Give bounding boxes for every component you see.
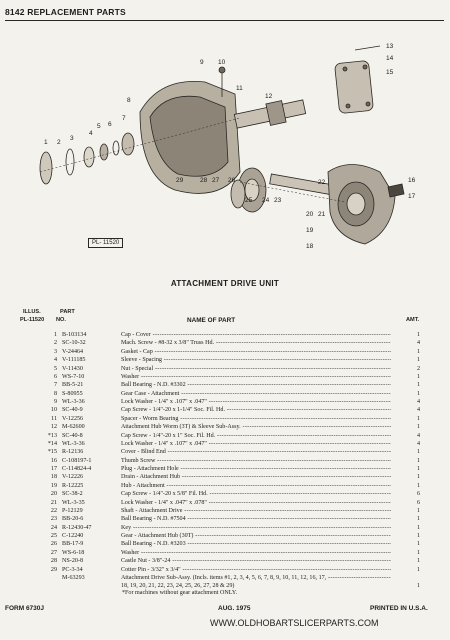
callout-19: 19 xyxy=(306,227,314,234)
part-name: Gear - Attachment Hub (30T) ----- xyxy=(121,532,391,540)
part-bearing xyxy=(122,133,134,155)
printed-in: PRINTED IN U.S.A. xyxy=(370,605,428,612)
table-row xyxy=(0,465,450,473)
part-number: WL-3-36 xyxy=(62,399,85,405)
illus-number: *14 xyxy=(47,440,57,447)
part-number: B-103134 xyxy=(62,332,87,338)
illus-number: 6 xyxy=(53,373,57,380)
table-row xyxy=(0,423,450,431)
table-row xyxy=(0,515,450,523)
part-amount: 1 xyxy=(416,382,420,389)
col-part-line1: PART xyxy=(60,309,75,315)
callout-13: 13 xyxy=(386,43,394,50)
illus-number: *13 xyxy=(47,432,57,439)
parts-table xyxy=(0,331,450,591)
part-amount: 6 xyxy=(416,499,420,506)
part-washer xyxy=(113,141,119,155)
illus-number: 22 xyxy=(50,507,57,514)
callout-24: 24 xyxy=(262,197,270,204)
part-name: Ball Bearing - N.D. #3203 ----- xyxy=(121,540,391,548)
part-amount: 1 xyxy=(416,373,420,380)
part-amount: 4 xyxy=(416,407,420,414)
part-number: R-12430-47 xyxy=(62,524,92,531)
table-row xyxy=(0,331,450,339)
illus-number: 25 xyxy=(50,533,57,539)
callout-9: 9 xyxy=(200,59,204,66)
part-number: V-111185 xyxy=(62,357,86,364)
callout-21: 21 xyxy=(318,211,326,218)
illus-number: 9 xyxy=(53,399,57,405)
illus-number: 17 xyxy=(50,466,57,472)
table-row xyxy=(0,574,450,582)
part-number: S-80955 xyxy=(62,390,83,397)
part-amount: 1 xyxy=(416,549,420,556)
part-number: V-11430 xyxy=(62,365,83,372)
part-number: BB-5-21 xyxy=(62,382,84,389)
callout-27: 27 xyxy=(212,177,220,184)
part-name: Thumb Screw ----- xyxy=(121,457,391,465)
table-row xyxy=(0,448,450,456)
callout-28: 28 xyxy=(200,177,208,184)
part-name: Mach. Screw - #8-32 x 3/8" Truss Hd. ----- xyxy=(121,339,391,347)
part-number: WS-7-10 xyxy=(62,373,85,380)
callout-16: 16 xyxy=(408,177,416,184)
footnote: *For machines without gear attachment ONLY. xyxy=(122,590,238,596)
part-name: Cotter Pin - 3/32" x 3/4" ----- xyxy=(121,566,391,574)
part-number: V-12226 xyxy=(62,474,84,481)
part-name: Sleeve - Spacing ----- xyxy=(121,356,391,364)
part-name: Drain - Attachment Hub ----- xyxy=(121,473,391,481)
col-illus-line2: PL-11520 xyxy=(20,317,45,323)
header-rule xyxy=(5,20,444,21)
part-amount: 1 xyxy=(416,348,420,355)
table-row xyxy=(0,490,450,498)
part-name: Washer ----- xyxy=(121,549,391,557)
part-amount: 1 xyxy=(416,390,420,397)
part-amount: 1 xyxy=(416,424,420,431)
form-number: FORM 6730J xyxy=(5,605,45,612)
part-number: SC-38-2 xyxy=(62,491,83,498)
callout-25: 25 xyxy=(245,197,253,204)
part-amount: 1 xyxy=(416,474,420,481)
table-row xyxy=(0,381,450,389)
callout-15: 15 xyxy=(386,69,394,76)
callout-11: 11 xyxy=(236,85,243,92)
illus-number: 7 xyxy=(53,382,57,389)
table-row xyxy=(0,432,450,440)
col-name: NAME OF PART xyxy=(187,317,236,324)
illus-number: 10 xyxy=(50,407,57,414)
callout-29: 29 xyxy=(176,177,184,184)
callout-22: 22 xyxy=(318,179,326,186)
callout-18: 18 xyxy=(306,243,314,250)
table-row xyxy=(0,390,450,398)
part-name: Gasket - Cap ----- xyxy=(121,348,391,356)
part-nut xyxy=(100,144,108,160)
part-number: V-24464 xyxy=(62,348,84,355)
illus-number: 18 xyxy=(50,474,57,481)
part-amount: 4 xyxy=(416,399,420,405)
table-row xyxy=(0,524,450,532)
table-row xyxy=(0,499,450,507)
diagram-reference-number: PL- 11520 xyxy=(88,238,123,248)
part-number: WL-3-35 xyxy=(62,499,85,506)
illus-number: 2 xyxy=(53,340,57,347)
watermark-url: WWW.OLDHOBARTSLICERPARTS.COM xyxy=(210,618,379,628)
part-amount: 1 xyxy=(416,357,420,364)
part-number: BB-17-9 xyxy=(62,541,84,548)
part-amount: 1 xyxy=(416,583,420,590)
table-row xyxy=(0,457,450,465)
illus-number: 23 xyxy=(50,516,57,523)
part-amount: 1 xyxy=(416,533,420,539)
table-row xyxy=(0,557,450,565)
part-name: Lock Washer - 1/4" x .107" x .047" ----- xyxy=(121,398,391,406)
part-number: M-63293 xyxy=(62,574,85,581)
part-number: P-12129 xyxy=(62,507,83,514)
part-name: Castle Nut - 3/8"-24 ----- xyxy=(121,557,391,565)
part-amount: 1 xyxy=(416,415,420,422)
part-number: PC-3-34 xyxy=(62,566,83,573)
part-amount: 4 xyxy=(416,340,420,347)
page-header-title: 8142 REPLACEMENT PARTS xyxy=(5,7,126,17)
callout-12: 12 xyxy=(265,93,273,100)
table-row xyxy=(0,415,450,423)
callout-20: 20 xyxy=(306,211,314,218)
callout-10: 10 xyxy=(218,59,226,66)
illus-number: 28 xyxy=(50,558,57,565)
part-name: Cover - Blind End ----- xyxy=(121,448,391,456)
callout-4: 4 xyxy=(89,130,93,137)
table-row xyxy=(0,473,450,481)
table-row xyxy=(0,356,450,364)
part-number: WL-3-36 xyxy=(62,440,85,447)
illus-number: 21 xyxy=(50,499,57,506)
col-amt: AMT. xyxy=(406,317,420,323)
part-sleeve xyxy=(84,147,94,167)
part-name: Lock Washer - 1/4" x .047" x .078" ----- xyxy=(121,499,391,507)
illus-number: 1 xyxy=(53,332,57,338)
part-name: Attachment Drive Sub-Assy. (Incls. items #1, 2, 3, 4, 5, 6, 7, 8, 9, 10, 11, 12, 16, 17, ----- xyxy=(121,574,391,582)
table-row xyxy=(0,339,450,347)
part-number: C-12240 xyxy=(62,533,84,539)
part-amount: 2 xyxy=(416,365,420,372)
part-amount: 1 xyxy=(416,457,420,464)
callout-8: 8 xyxy=(127,97,131,104)
part-name: Spacer - Worm Bearing ----- xyxy=(121,415,391,423)
part-name: Lock Washer - 1/4" x .107" x .047" ----- xyxy=(121,440,391,448)
table-row xyxy=(0,482,450,490)
part-amount: 1 xyxy=(416,507,420,514)
part-name: Key ----- xyxy=(121,524,391,532)
part-amount: 1 xyxy=(416,482,420,489)
part-name: Gear Case - Attachment ----- xyxy=(121,390,391,398)
callout-2: 2 xyxy=(57,139,61,146)
illus-number: 3 xyxy=(53,348,57,355)
illus-number: 11 xyxy=(51,415,57,422)
callout-23: 23 xyxy=(274,197,282,204)
part-number: C-108197-1 xyxy=(62,457,92,464)
callout-17: 17 xyxy=(408,193,416,200)
callout-1: 1 xyxy=(44,139,48,146)
illus-number: 5 xyxy=(53,365,57,372)
part-amount: 6 xyxy=(416,491,420,498)
illus-number: 4 xyxy=(53,357,57,364)
part-number: SC-10-32 xyxy=(62,340,86,347)
illus-number: 16 xyxy=(50,457,57,464)
callout-14: 14 xyxy=(386,55,394,62)
part-amount: 1 xyxy=(416,566,420,573)
table-row xyxy=(0,406,450,414)
part-name: Cap Screw - 1/4"-20 x 5/8" Fil. Hd. ----- xyxy=(121,490,391,498)
part-amount: 1 xyxy=(416,541,420,548)
print-date: AUG. 1975 xyxy=(218,605,251,612)
part-name: Plug - Attachment Hole ----- xyxy=(121,465,391,473)
part-number: C-114824-4 xyxy=(62,466,92,472)
part-gasket xyxy=(66,149,74,175)
part-number: SC-40-9 xyxy=(62,407,83,414)
part-number: R-12225 xyxy=(62,482,84,489)
part-name: Washer ----- xyxy=(121,373,391,381)
table-row xyxy=(0,507,450,515)
table-row xyxy=(0,398,450,406)
illus-number: 27 xyxy=(50,549,57,556)
part-number: WS-6-18 xyxy=(62,549,85,556)
part-amount: 1 xyxy=(416,524,420,531)
table-row xyxy=(0,540,450,548)
part-amount: 4 xyxy=(416,440,420,447)
illus-number: 19 xyxy=(50,482,57,489)
part-name: Hub - Attachment ----- xyxy=(121,482,391,490)
col-part-line2: NO. xyxy=(56,317,66,323)
callout-6: 6 xyxy=(108,121,112,128)
part-amount: 1 xyxy=(416,466,420,472)
part-name: Cap - Cover ----- xyxy=(121,331,391,339)
part-number: SC-40-8 xyxy=(62,432,83,439)
col-illus-line1: ILLUS. xyxy=(23,309,41,315)
part-amount: 1 xyxy=(416,558,420,565)
callout-7: 7 xyxy=(122,115,126,122)
part-name: Attachment Hub Worm (3T) & Sleeve Sub-Assy. ----- xyxy=(121,423,391,431)
part-amount: 1 xyxy=(416,332,420,338)
table-row xyxy=(0,440,450,448)
part-name: Ball Bearing - N.D. #7504 ----- xyxy=(121,515,391,523)
table-row xyxy=(0,566,450,574)
table-row xyxy=(0,549,450,557)
illus-number: 8 xyxy=(53,390,57,397)
part-number: M-62600 xyxy=(62,424,85,431)
table-row xyxy=(0,532,450,540)
part-number: NS-20-8 xyxy=(62,558,83,565)
callout-3: 3 xyxy=(70,135,74,142)
part-name: Shaft - Attachment Drive ----- xyxy=(121,507,391,515)
part-number: V-12256 xyxy=(62,415,84,422)
table-row xyxy=(0,373,450,381)
illus-number: 20 xyxy=(50,491,57,498)
illus-number: 29 xyxy=(50,566,57,573)
illus-number: 24 xyxy=(50,524,57,531)
part-name: 18, 19, 20, 21, 22, 23, 24, 25, 26, 27, 28 & 29) xyxy=(121,583,235,590)
callout-5: 5 xyxy=(97,123,101,130)
callout-26: 26 xyxy=(228,177,236,184)
part-cap-cover xyxy=(40,152,52,184)
part-number: BB-20-6 xyxy=(62,516,84,523)
section-title: ATTACHMENT DRIVE UNIT xyxy=(170,279,280,288)
part-name: Cap Screw - 1/4"-20 x 1-1/4" Soc. Fil. Hd. ----- xyxy=(121,406,391,414)
table-row xyxy=(0,365,450,373)
part-number: R-12136 xyxy=(62,449,84,456)
part-amount: 4 xyxy=(416,432,420,439)
part-amount: 1 xyxy=(416,516,420,523)
illus-number: 26 xyxy=(50,541,57,548)
part-name: Cap Screw - 1/4"-20 x 1" Soc. Fil. Hd. ----- xyxy=(121,432,391,440)
exploded-parts-diagram xyxy=(0,22,450,262)
part-name: Nut - Special ----- xyxy=(121,365,391,373)
illus-number: 12 xyxy=(50,424,57,431)
table-row xyxy=(0,348,450,356)
part-name: Ball Bearing - N.D. #3302 ----- xyxy=(121,381,391,389)
illus-number: *15 xyxy=(47,449,57,456)
part-amount: 1 xyxy=(416,449,420,456)
